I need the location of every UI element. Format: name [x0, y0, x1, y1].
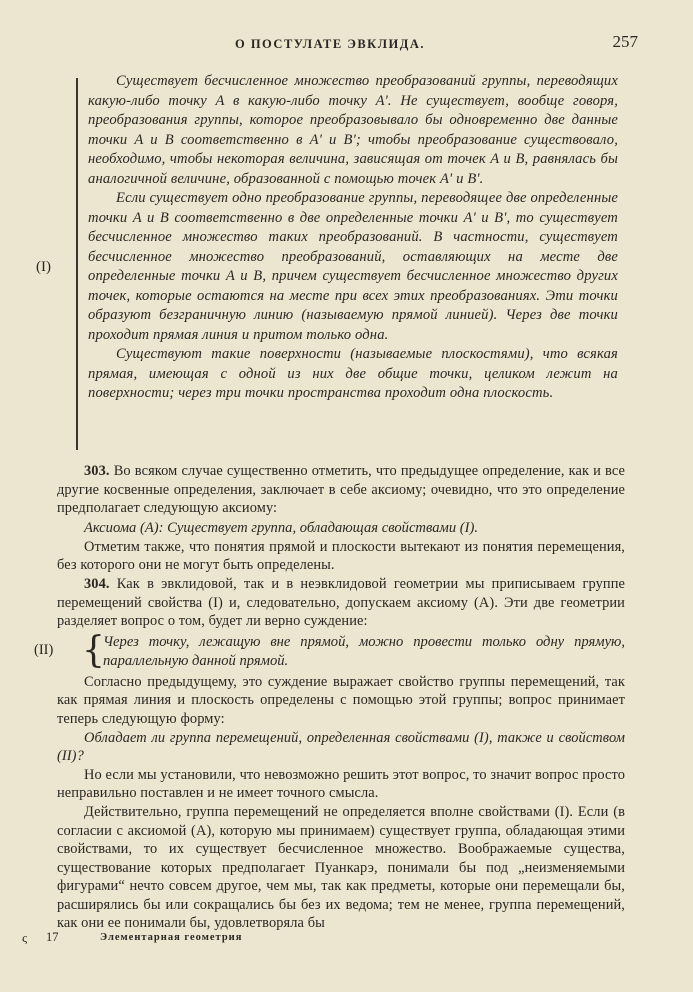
page-number: 257: [612, 32, 638, 51]
formula-label: (II): [34, 641, 54, 658]
section-number: 304.: [84, 575, 110, 592]
running-header: [30, 32, 638, 54]
signature-number: 17: [46, 930, 59, 944]
section-303: [57, 462, 625, 518]
property-paragraph: Существуют такие поверхности (называемые плоскостями), что всякая прямая, имеющая с одной из них две общие точки, целиком лежит на поверхности; через три точки пространства проходит одна плоскость.: [88, 346, 618, 401]
formula-ii: [34, 629, 625, 671]
note-paragraph: Отметим также, что понятия прямой и плоскости вытекают из понятия перемещения, без которого они не могут быть определены.: [57, 538, 625, 574]
signature-title: Элементарная геометрия: [100, 932, 243, 943]
question-paragraph: Обладает ли группа перемещений, определенная свойствами (I), также и свойством (II)?: [57, 729, 625, 765]
page-footer: [22, 930, 322, 950]
section-text: Как в эвклидовой, так и в неэвклидовой геометрии мы приписываем группе перемещений свойства (I) и, следовательно, допускаем аксиому (A). Эти две геометрии разделяет вопрос о том, будет ли верно суждение:: [57, 575, 625, 630]
section-304: [57, 575, 625, 631]
running-title: О ПОСТУЛАТЕ ЭВКЛИДА.: [234, 37, 426, 51]
bracket-label: (I): [36, 259, 51, 275]
body-paragraph: Действительно, группа перемещений не определяется вполне свойствами (I). Если (в согласии с аксиомой (A), которую мы принимаем) существует группа, обладающая этими свойствами, то их существует бесчисленное множество. Воображаемые существа, существование которых предполагает Пуанкарэ, понимали бы под „неизменяемыми фигурами“ нечто совсем другое, чем мы, так как предметы, которые они перемещали бы, расширялись бы или сокращались бы без их ведома; тем не менее, группа перемещений, как они ее понимали бы, удовлетворяла бы: [57, 803, 625, 932]
section-text: Во всяком случае существенно отметить, что предыдущее определение, как и все другие косвенные определения, заключает в себе аксиому; очевидно, что это определение предполагает следующую аксиому:: [57, 463, 625, 517]
body-paragraph: Согласно предыдущему, это суждение выражает свойство группы перемещений, так как прямая линия и плоскость определены с помощью этой группы; вопрос принимает теперь следующую форму:: [57, 673, 625, 727]
footer-mark: ς: [22, 930, 28, 945]
property-paragraph: Существует бесчисленное множество преобразований группы, переводящих какую-либо точку A в какую-либо точку A'. Не существует, вообще говоря, преобразования группы, которое преобразовывало бы одновременно две данные точки A и B соответственно в A' и B'; чтобы преобразование существовало, необходимо, чтобы некоторая величина, зависящая от точек A и B, равнялась бы аналогичной величине, образованной с помощью точек A' и B'.: [88, 73, 618, 187]
margin-bracket: [76, 78, 78, 450]
formula-brace: {: [82, 629, 105, 671]
property-paragraph: Если существует одно преобразование группы, переводящее две определенные точки A и B соответственно в две определенные точки A' и B', то существует бесчисленное множество таких преобразований. В частности, существует бесчисленное множество преобразований, оставляющих на месте две определенные точки A и B, причем существует бесчисленное множество других точек, которые остаются на месте при всех этих преобразованиях. Эти точки образуют безграничную линию (называемую прямой линией). Через две точки проходит прямая линия и притом только одна.: [88, 190, 618, 343]
properties-block: [88, 72, 618, 404]
body-paragraph: Но если мы установили, что невозможно решить этот вопрос, то значит вопрос просто неправильно поставлен и не имеет точного смысла.: [57, 766, 625, 802]
section-number: 303.: [84, 463, 110, 479]
formula-text: Через точку, лежащую вне прямой, можно провести только одну прямую, параллельную данной прямой.: [103, 633, 625, 669]
axiom-statement: Аксиома (A): Существует группа, обладающая свойствами (I).: [84, 519, 478, 536]
main-text: [34, 462, 625, 933]
